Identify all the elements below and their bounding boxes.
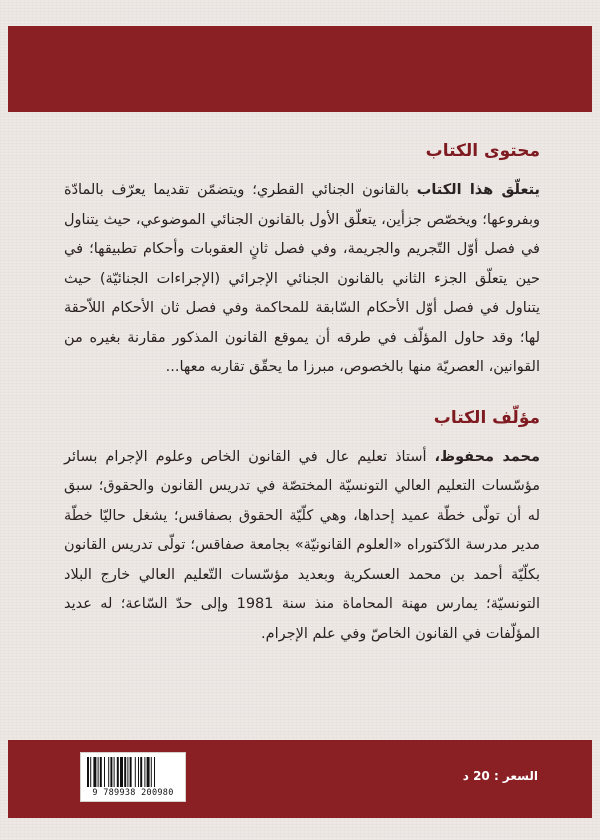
- top-band: [8, 26, 592, 112]
- author-name: محمد محفوظ،: [434, 448, 540, 465]
- book-content-paragraph: [64, 176, 540, 383]
- barcode-bars-icon: [87, 757, 179, 787]
- main-content: [64, 138, 540, 649]
- author-bio: أستاذ تعليم عال في القانون الخاص وعلوم الإجرام بسائر مؤسّسات التعليم العالي التونسيّة المختصّة في تدريس القانون والحقوق؛ سبق له أن تولّى خطّة عميد إحداها، وهي كلّيّة الحقوق بصفاقس؛ يشغل حاليّا خطّة مدير مدرسة الدّكتوراه «العلوم القانونيّة» بجامعة صفاقس؛ تولّى تدريس القانون بكلّيّة أحمد بن محمد العسكرية وبعديد مؤسّسات التّعليم العالي خارج البلاد التونسيّة؛ يمارس مهنة المحاماة منذ سنة 1981 وإلى حدّ السّاعة؛ له عديد المؤلّفات في القانون الخاصّ وفي علم الإجرام.: [64, 448, 541, 642]
- book-content-section: [64, 138, 540, 383]
- author-section: [64, 405, 540, 650]
- barcode: [80, 752, 186, 802]
- book-content-heading: محتوى الكتاب: [425, 141, 540, 161]
- author-paragraph: [64, 443, 540, 650]
- book-content-body: بالقانون الجنائي القطري؛ ويتضمّن تقديما يعرّف بالمادّة وبفروعها؛ ويخصّص جزأين، يتعلّق الأول بالقانون الجنائي الموضوعي، حيث يتناول في فصل أوّل التّجريم والجريمة، وفي فصل ثانٍ العقوبات وأحكام تطبيقها؛ في حين يتعلّق الجزء الثاني بالقانون الجنائي الإجرائي (الإجراءات الجنائيّة) حيث يتناول في فصل أوّل الأحكام السّابقة للمحاكمة وفي فصل ثان الأحكام اللاّحقة لها؛ وقد حاول المؤلّف في طرقه أن يموقع القانون المذكور مقارنة بغيره من القوانين، العصريّة منها بالخصوص، مبرزا ما يحقّق تقاربه معها...: [64, 182, 540, 375]
- book-content-lead: يتعلّق هذا الكتاب: [416, 182, 540, 198]
- author-heading: مؤلّف الكتاب: [433, 407, 540, 428]
- price-label: السعر : 20 د: [462, 769, 538, 783]
- barcode-number: 9 789938 200980: [92, 788, 174, 798]
